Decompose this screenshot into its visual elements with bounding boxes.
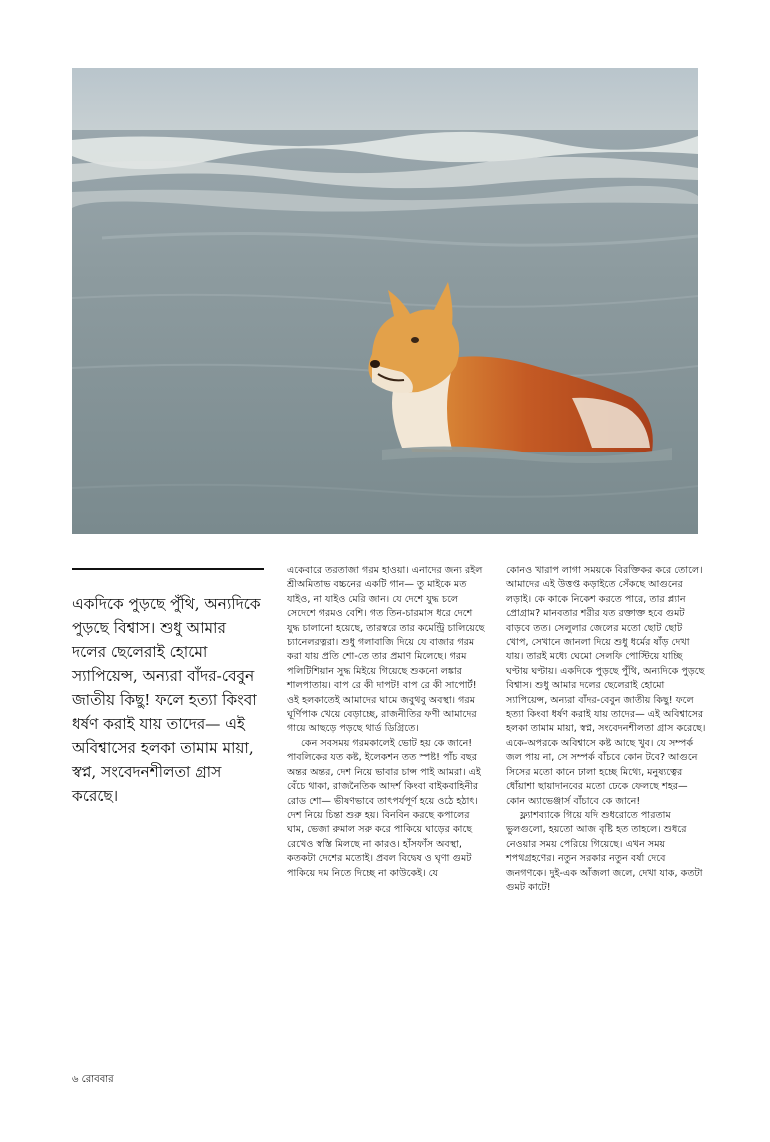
pull-quote-rule [72,568,264,570]
dog-in-sea-photo [72,68,698,534]
article-column-3 [506,564,706,895]
pull-quote: একদিকে পুড়ছে পুঁথি, অন্যদিকে পুড়ছে বিশ্বাস। শুধু আমার দলের ছেলেরাই হোমো স্যাপিয়েন্স, অন্যরা বাঁদর-বেবুন জাতীয় কিছু! ফলে হত্যা কিংবা ধর্ষণ করাই যায় তাদের— এই অবিশ্বাসের হলকা তামাম মায়া, স্বপ্ন, সংবেদনশীলতা গ্রাস করেছে। [72,595,261,805]
column3-paragraph-1: কোনও খারাপ লাগা সময়কে বিরক্তিকর করে তোলে। আমাদের এই উত্তপ্ত কড়াইতে সেঁকছে আগুনের লড়াই। কে কাকে নিকেশ করতে পারে, তার প্ল্যান প্রোগ্রাম? মানবতার শরীর যত রক্তাক্ত হবে গুমট বাড়বে তত। সেলুলার জেলের মতো ছোট ছোট খোপ, সেখানে জানলা দিয়ে শুধু ধর্মের ষাঁড় দেখা যায়। তারই মধ্যে ঘেমো সেলফি পোস্টিয়ে যাচ্ছি ঘণ্টায় ঘণ্টায়। একদিকে পুড়ছে পুঁথি, অন্যদিকে পুড়ছে বিশ্বাস। শুধু আমার দলের ছেলেরাই হোমো স্যাপিয়েন্স, অন্যরা বাঁদর-বেবুন জাতীয় কিছু! ফলে হত্যা কিংবা ধর্ষণ করাই যায় তাদের— এই অবিশ্বাসের হলকা তামাম মায়া, স্বপ্ন, সংবেদনশীলতা গ্রাস করেছে। একে-অপরকে অবিশ্বাসে কষ্ট আছে খুব। যে সম্পর্ক জল পায় না, সে সম্পর্ক বাঁচবে কোন টবে? আগুনে সিসের মতো কানে ঢালা হচ্ছে মিথ্যে, মনুষ্যত্বের ধোঁয়াশা ছায়াদানবের মতো ঢেকে ফেলছে শহর— কোন অ্যাভেঞ্জার্স বাঁচাবে কে জানে! [506,565,706,807]
article-column-2 [287,564,487,881]
column3-paragraph-2: ফ্ল্যাশব্যাকে গিয়ে যদি শুধরোতে পারতাম ভুলগুলো, হয়তো আজ বৃষ্টি হত তাহলে। শুধরে নেওয়ার সময় পেরিয়ে গিয়েছে। এখন সময় শপথগ্রহণের। নতুন সরকার নতুন বর্ষা দেবে জনগণকে। দুই-এক আঁজলা জলে, দেখা যাক, কতটা গুমট কাটে! [506,809,703,893]
column2-paragraph-2: কেন সবসময় গরমকালেই ভোট হয় কে জানে! পাবলিকের যত কষ্ট, ইলেকশন তত স্পষ্ট! পাঁচ বছর অন্তর অন্তর, দেশ নিয়ে ভাবার চান্স পাই আমরা। এই বেঁচে থাকা, রাজনৈতিক আদর্শ কিংবা বাইকবাহিনীর রোড শো— ভীষণভাবে তাৎপর্যপূর্ণ হয়ে ওঠে হঠাৎ। দেশ নিয়ে চিন্তা শুরু হয়। বিনবিন করছে কপালের ঘাম, ভেজা রুমাল সরু করে পাকিয়ে ঘাড়ের কাছে রেখেও স্বস্তি মিলছে না কারও। হাঁসফাঁস অবস্থা, কতকটা দেশের মতোই। প্রবল বিদ্বেষ ও ঘৃণা গুমট পাকিয়ে দম নিতে দিচ্ছে না কাউকেই। যে [287,737,481,879]
photo-illustration [72,68,698,534]
column2-paragraph-1: একেবারে তরতাজা গরম হাওয়া। এনাদের জন্য রইল শ্রীঅমিতাভ বচ্চনের একটি গান— তু মাইকে মত যাইও, না যাইও মেরি জান। যে দেশে যুদ্ধ চলে সেদেশে গরমও বেশি। গত তিন-চারমাস ধরে দেশে যুদ্ধ চালানো হয়েছে, তারস্বরে তার কমেন্ট্রি চালিয়েছে চ্যানেলরত্নরা। শুধু গলাবাজি দিয়ে যে বাজার গরম করা যায় প্রতি শো-তে তার প্রমাণ মিলেছে। গরম পলিটিশিয়ান সুদ্ধ মিইয়ে গিয়েছে শুকনো লঙ্কার শালপাতায়। বাপ রে কী দাপট! বাপ রে কী সাপোর্ট! ওই হলকাতেই আমাদের ঘামে জবুথবু অবস্থা। গরম ঘূর্ণিপাক খেয়ে বেড়াচ্ছে, রাজনীতির ফণী আমাদের গায়ে আছড়ে পড়ছে থার্ড ডিগ্রিতে। [287,565,485,735]
page-folio: ৬ রোববার [72,1074,114,1085]
